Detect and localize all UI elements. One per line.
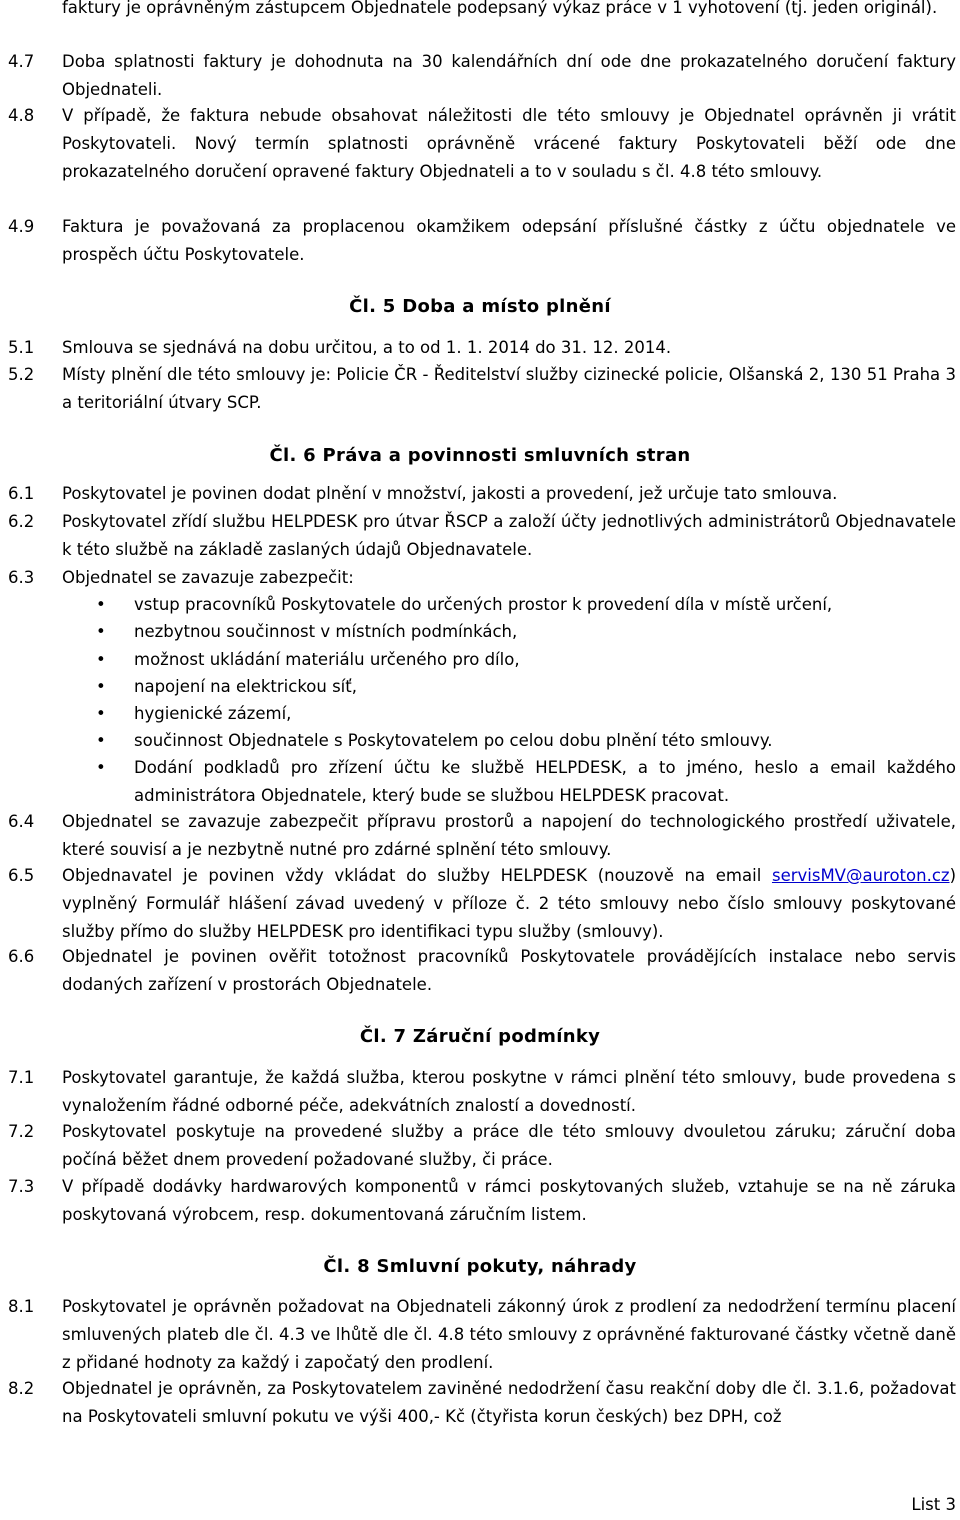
paragraph-text: Doba splatnosti faktury je dohodnuta na 30 kalendářních dní ode dne prokazatelného doručení faktury Objednateli. xyxy=(62,52,956,99)
paragraph-number: 7.2 xyxy=(8,1122,35,1141)
paragraph-5-1 xyxy=(8,334,956,362)
bullet-icon: • xyxy=(96,622,106,641)
bullet-item xyxy=(96,591,956,619)
paragraph-number: 6.4 xyxy=(8,812,35,831)
paragraph-text: Poskytovatel garantuje, že každá služba, kterou poskytne v rámci plnění této smlouvy, bude provedena s vynaložením řádné odborné péče, adekvátních znalostí a dovedností. xyxy=(62,1068,956,1115)
bullet-item xyxy=(96,754,956,810)
paragraph-4-9 xyxy=(8,213,956,269)
paragraph-text: Smlouva se sjednává na dobu určitou, a to od 1. 1. 2014 do 31. 12. 2014. xyxy=(62,338,672,357)
paragraph-number: 8.2 xyxy=(8,1379,35,1398)
section-heading-6: Čl. 6 Práva a povinnosti smluvních stran xyxy=(269,445,691,466)
paragraph-number: 4.7 xyxy=(8,52,35,71)
paragraph-text: Objednatel je povinen ověřit totožnost pracovníků Poskytovatele provádějících instalace nebo servis dodaných zařízení v prostorách Objednatele. xyxy=(62,947,956,994)
paragraph-6-2 xyxy=(8,508,956,564)
paragraph-6-4 xyxy=(8,808,956,864)
paragraph-text: Poskytovatel je oprávněn požadovat na Objednateli zákonný úrok z prodlení za nedodržení termínu placení smluvených plateb dle čl. 4.3 ve lhůtě dle čl. 4.8 této smlouvy z oprávněné fakturované částky včetně daně z přidané hodnoty za každý i započatý den prodlení. xyxy=(62,1297,956,1372)
bullet-item xyxy=(96,618,956,646)
paragraph-number: 4.9 xyxy=(8,217,35,236)
bullet-item xyxy=(96,673,956,701)
paragraph-number: 5.1 xyxy=(8,338,35,357)
paragraph-4-8 xyxy=(8,102,956,185)
paragraph-6-1 xyxy=(8,480,956,508)
paragraph-number: 6.3 xyxy=(8,568,35,587)
bullet-text: vstup pracovníků Poskytovatele do určených prostor k provedení díla v místě určení, xyxy=(134,595,833,614)
paragraph-number: 6.2 xyxy=(8,512,35,531)
email-link[interactable]: servisMV@auroton.cz xyxy=(771,866,950,885)
paragraph-number: 8.1 xyxy=(8,1297,35,1316)
bullet-text: hygienické zázemí, xyxy=(134,704,292,723)
paragraph-7-2 xyxy=(8,1118,956,1174)
paragraph-number: 4.8 xyxy=(8,106,35,125)
paragraph-7-3 xyxy=(8,1173,956,1229)
bullet-text: Dodání podkladů pro zřízení účtu ke službě HELPDESK, a to jméno, heslo a email každého administrátora Objednatele, který bude se službou HELPDESK pracovat. xyxy=(134,758,956,805)
bullet-item xyxy=(96,727,956,755)
paragraph-6-3 xyxy=(8,564,956,592)
bullet-icon: • xyxy=(96,650,106,669)
paragraph-text: Objednatel se zavazuje zabezpečit přípravu prostorů a napojení do technologického prostředí uživatele, které souvisí a je nezbytně nutné pro zdárné splnění této smlouvy. xyxy=(62,812,956,859)
paragraph-text: Poskytovatel je povinen dodat plnění v množství, jakosti a provedení, jež určuje tato smlouva. xyxy=(62,484,838,503)
section-heading-5: Čl. 5 Doba a místo plnění xyxy=(349,296,611,317)
paragraph-text: Poskytovatel zřídí službu HELPDESK pro útvar ŘSCP a založí účty jednotlivých administrátorů Objednavatele k této službě na základě zaslaných údajů Objednavatele. xyxy=(62,512,956,559)
paragraph-6-6 xyxy=(8,943,956,999)
paragraph-text: V případě dodávky hardwarových komponentů v rámci poskytovaných služeb, vztahuje se na ně záruka poskytovaná výrobcem, resp. dokumentovaná záručním listem. xyxy=(62,1177,956,1224)
bullet-item xyxy=(96,646,956,674)
bullet-text: napojení na elektrickou síť, xyxy=(134,677,357,696)
paragraph-8-2 xyxy=(8,1375,956,1431)
paragraph-text: Objednatel se zavazuje zabezpečit: xyxy=(62,568,354,587)
paragraph-number: 5.2 xyxy=(8,365,35,384)
section-heading-8: Čl. 8 Smluvní pokuty, náhrady xyxy=(323,1256,637,1277)
paragraph-number: 7.3 xyxy=(8,1177,35,1196)
bullet-text: nezbytnou součinnost v místních podmínkách, xyxy=(134,622,518,641)
bullet-icon: • xyxy=(96,677,106,696)
paragraph-text: Poskytovatel poskytuje na provedené služby a práce dle této smlouvy dvouletou záruku; záruční doba počíná běžet dnem provedení požadované služby, či práce. xyxy=(62,1122,956,1169)
paragraph-text xyxy=(62,862,956,945)
paragraph-4-7 xyxy=(8,48,956,104)
paragraph-number: 6.1 xyxy=(8,484,35,503)
bullet-icon: • xyxy=(96,704,106,723)
paragraph-text: Místy plnění dle této smlouvy je: Policie ČR - Ředitelství služby cizinecké policie, Olšanská 2, 130 51 Praha 3 a teritoriální útvary SCP. xyxy=(62,365,956,412)
paragraph-4-6-continuation xyxy=(8,0,956,22)
bullet-icon: • xyxy=(96,758,106,777)
paragraph-number: 6.6 xyxy=(8,947,35,966)
paragraph-5-2 xyxy=(8,361,956,417)
paragraph-text: V případě, že faktura nebude obsahovat náležitosti dle této smlouvy je Objednatel oprávněn ji vrátit Poskytovateli. Nový termín splatnosti oprávněně vrácené faktury Poskytovateli běží ode dne prokazatelného doručení opravené faktury Objednateli a to v souladu s čl. 4.8 této smlouvy. xyxy=(62,106,956,181)
bullet-item xyxy=(96,700,956,728)
paragraph-text-before: Objednavatel je povinen vždy vkládat do služby HELPDESK (nouzově na email xyxy=(62,866,762,885)
page-number: List 3 xyxy=(911,1495,956,1514)
paragraph-8-1 xyxy=(8,1293,956,1376)
paragraph-text: Objednatel je oprávněn, za Poskytovatelem zaviněné nedodržení času reakční doby dle čl. 3.1.6, požadovat na Poskytovateli smluvní pokutu ve výši 400,- Kč (čtyřista korun českých) bez DPH, což xyxy=(62,1379,956,1426)
bullet-icon: • xyxy=(96,731,106,750)
paragraph-7-1 xyxy=(8,1064,956,1120)
paragraph-text-after: ) vyplněný Formulář hlášení závad uvedený v příloze č. 2 této smlouvy nebo číslo smlouvy poskytované služby přímo do služby HELPDESK pro identifikaci typu služby (smlouvy). xyxy=(62,866,956,941)
paragraph-number: 7.1 xyxy=(8,1068,35,1087)
bullet-text: možnost ukládání materiálu určeného pro dílo, xyxy=(134,650,520,669)
bullet-icon: • xyxy=(96,595,106,614)
paragraph-text: faktury je oprávněným zástupcem Objednatele podepsaný výkaz práce v 1 vyhotovení (tj. jeden originál). xyxy=(62,0,938,17)
paragraph-number: 6.5 xyxy=(8,866,35,885)
paragraph-text: Faktura je považovaná za proplacenou okamžikem odepsání příslušné částky z účtu objednatele ve prospěch účtu Poskytovatele. xyxy=(62,217,956,264)
paragraph-6-5 xyxy=(8,862,956,945)
section-heading-7: Čl. 7 Záruční podmínky xyxy=(359,1026,601,1047)
bullet-text: součinnost Objednatele s Poskytovatelem po celou dobu plnění této smlouvy. xyxy=(134,731,773,750)
